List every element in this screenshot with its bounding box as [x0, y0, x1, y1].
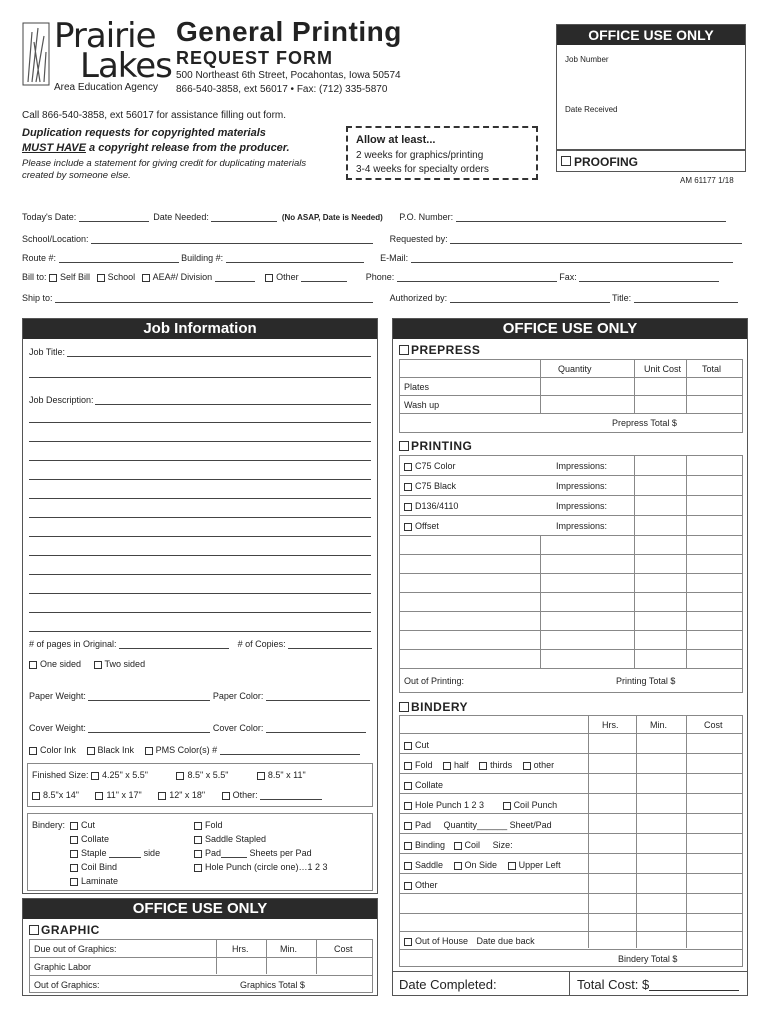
impressions-3: Impressions: [556, 501, 608, 511]
prepress-col [540, 360, 541, 414]
quantity-header: Quantity [558, 364, 592, 374]
printing-row [400, 631, 742, 650]
printing-col [540, 536, 541, 668]
c75-color-row [404, 461, 456, 471]
b-half-checkbox[interactable] [443, 762, 451, 770]
one-sided-checkbox[interactable] [29, 661, 37, 669]
authorized-by-label: Authorized by: [389, 293, 448, 303]
b-pad-checkbox[interactable] [404, 822, 412, 830]
fax-label: Fax: [559, 272, 577, 282]
job-title-line-2[interactable] [29, 377, 371, 378]
cover-row [29, 723, 366, 733]
job-title-line[interactable] [67, 356, 371, 357]
graphic-labor-label: Graphic Labor [34, 962, 92, 972]
finished-row-1 [32, 770, 306, 780]
school-label: School/Location: [22, 234, 89, 244]
copyright-rest: a copyright release from the producer. [85, 142, 290, 154]
pms-field[interactable] [220, 745, 360, 755]
info-row-4 [22, 272, 752, 282]
printing-row [400, 612, 742, 631]
staple-label: Staple [81, 848, 107, 858]
b-coil-label: Coil [464, 840, 481, 850]
c75-color-label: C75 Color [415, 461, 456, 471]
bindery-row [400, 734, 742, 754]
b-half-label: half [454, 760, 469, 770]
c75-black-checkbox[interactable] [404, 483, 412, 491]
saddle-checkbox[interactable] [194, 836, 202, 844]
self-bill-label: Self Bill [60, 272, 91, 282]
staple-checkbox[interactable] [70, 850, 78, 858]
d136-label: D136/4110 [415, 501, 459, 511]
title-field[interactable] [634, 293, 738, 303]
allow-2: 3-4 weeks for specialty orders [356, 164, 489, 175]
total-header: Total [702, 364, 722, 374]
prepress-col [686, 360, 687, 414]
other-checkbox[interactable] [265, 274, 273, 282]
ship-to-label: Ship to: [22, 293, 53, 303]
b-hole-label: Hole Punch 1 2 3 [415, 800, 485, 810]
route-field[interactable] [59, 253, 179, 263]
bindery-total-label: Bindery Total $ [618, 954, 678, 964]
copyright-line1: Duplication requests for copyrighted materials [22, 127, 266, 139]
b-upper-left-checkbox[interactable] [508, 862, 516, 870]
pms-checkbox[interactable] [145, 747, 153, 755]
bindery-row [400, 716, 742, 734]
form-subtitle: REQUEST FORM [176, 48, 334, 68]
b-coil-punch-checkbox[interactable] [503, 802, 511, 810]
c75-color-checkbox[interactable] [404, 463, 412, 471]
bindery-coil [70, 862, 117, 872]
graphic-cost-header: Cost [334, 944, 353, 954]
finished-size-label: Finished Size: [32, 770, 89, 780]
b-out-house-checkbox[interactable] [404, 938, 412, 946]
building-label: Building #: [181, 253, 224, 263]
b-saddle-checkbox[interactable] [404, 862, 412, 870]
fold-label: Fold [205, 820, 223, 830]
hole-punch-label: Hole Punch (circle one)…1 2 3 [205, 862, 328, 872]
graphic-title: GRAPHIC [41, 923, 100, 937]
finished-row-2 [32, 790, 322, 800]
bindery-saddle [194, 834, 266, 844]
must-have: MUST HAVE [22, 142, 86, 154]
size-4-label: 8.5"x 14" [43, 790, 79, 800]
statement-1: Please include a statement for giving credit for duplicating materials [22, 158, 307, 169]
bindery-row [400, 874, 742, 894]
office-right-bar: OFFICE USE ONLY [393, 319, 747, 339]
bindery-label: Bindery: [32, 820, 66, 830]
prepress-checkbox[interactable] [399, 345, 409, 355]
info-row-1 [22, 212, 752, 226]
b-fold-checkbox[interactable] [404, 762, 412, 770]
po-number-label: P.O. Number: [399, 212, 454, 222]
wash-up-label: Wash up [404, 400, 440, 410]
description-line[interactable] [29, 517, 371, 518]
b-hole-checkbox[interactable] [404, 802, 412, 810]
printing-row [400, 593, 742, 612]
black-ink-checkbox[interactable] [87, 747, 95, 755]
b-out-house-row [404, 936, 535, 946]
allow-1: 2 weeks for graphics/printing [356, 150, 484, 161]
cover-color-field[interactable] [266, 723, 366, 733]
b-saddle-row [404, 860, 561, 870]
proofing-label: PROOFING [574, 155, 639, 169]
size-1-label: 4.25" x 5.5" [102, 770, 148, 780]
pages-original-label: # of pages in Original: [29, 639, 117, 649]
description-line[interactable] [29, 574, 371, 575]
office-top-bar: OFFICE USE ONLY [557, 25, 745, 45]
coil-bind-checkbox[interactable] [70, 864, 78, 872]
b-thirds-label: thirds [490, 760, 513, 770]
ink-row [29, 745, 360, 755]
description-line[interactable] [29, 441, 371, 442]
fax-field[interactable] [579, 272, 719, 282]
saddle-label: Saddle Stapled [205, 834, 267, 844]
bindery-cut [70, 820, 95, 830]
size-5-label: 11" x 17" [106, 790, 142, 800]
info-row-2 [22, 234, 752, 244]
bindery-cost-header: Cost [704, 720, 723, 730]
bindery-checkbox[interactable] [399, 702, 409, 712]
size-2-label: 8.5" x 5.5" [187, 770, 229, 780]
b-hole-row [404, 800, 557, 810]
b-other-label: Other [415, 880, 438, 890]
bindery-row [400, 894, 742, 914]
bindery-fold [194, 820, 223, 830]
job-number-label: Job Number [565, 55, 609, 64]
description-line[interactable] [29, 612, 371, 613]
d136-checkbox[interactable] [404, 503, 412, 511]
school-checkbox[interactable] [97, 274, 105, 282]
copies-field[interactable] [288, 639, 372, 649]
copyright-line2 [22, 142, 290, 154]
bill-to-label: Bill to: [22, 272, 47, 282]
po-number-field[interactable] [456, 212, 726, 222]
size-6-checkbox[interactable] [158, 792, 166, 800]
printing-row [400, 650, 742, 669]
description-line[interactable] [29, 536, 371, 537]
pages-row [29, 639, 372, 649]
cut-label: Cut [81, 820, 96, 830]
printing-col [686, 456, 687, 668]
b-other-checkbox[interactable] [404, 882, 412, 890]
job-description-line[interactable] [95, 404, 371, 405]
bindery-laminate [70, 876, 118, 886]
other-field[interactable] [301, 272, 347, 282]
bindery-title: BINDERY [411, 700, 469, 714]
paper-weight-field[interactable] [88, 691, 210, 701]
todays-date-field[interactable] [79, 212, 149, 222]
todays-date-label: Today's Date: [22, 212, 77, 222]
printing-title: PRINTING [411, 439, 473, 453]
allow-title: Allow at least... [356, 134, 436, 146]
bindery-pad [194, 848, 312, 858]
impressions-4: Impressions: [556, 521, 608, 531]
b-collate-row [404, 780, 443, 790]
prepress-title: PREPRESS [411, 343, 481, 357]
printing-col [634, 456, 635, 668]
out-of-printing-label: Out of Printing: [404, 676, 465, 686]
building-field[interactable] [226, 253, 364, 263]
b-cut-checkbox[interactable] [404, 742, 412, 750]
aea-checkbox[interactable] [142, 274, 150, 282]
phone-label: Phone: [365, 272, 395, 282]
c75-black-label: C75 Black [415, 481, 457, 491]
bindery-hole [194, 862, 328, 872]
date-completed-label[interactable]: Date Completed: [399, 977, 497, 992]
completion-divider [569, 972, 570, 995]
grass-logo-icon [22, 22, 50, 86]
description-line[interactable] [29, 422, 371, 423]
prepress-col [634, 360, 635, 414]
laminate-label: Laminate [81, 876, 119, 886]
requested-by-field[interactable] [450, 234, 742, 244]
size-other-label: Other: [232, 790, 258, 800]
description-line[interactable] [29, 460, 371, 461]
form-title: General Printing [176, 16, 402, 47]
proofing-box [556, 150, 746, 172]
bindery-row [400, 914, 742, 932]
fold-checkbox[interactable] [194, 822, 202, 830]
graphic-table [29, 939, 373, 993]
pad-field[interactable] [221, 848, 247, 858]
pad-checkbox[interactable] [194, 850, 202, 858]
graphic-col-min [266, 940, 267, 974]
color-ink-label: Color Ink [40, 745, 77, 755]
b-fold-label: Fold [415, 760, 433, 770]
size-3-label: 8.5" x 11" [267, 770, 306, 780]
impressions-2: Impressions: [556, 481, 608, 491]
prepress-row [400, 378, 742, 396]
b-other-fold-checkbox[interactable] [523, 762, 531, 770]
job-title-label: Job Title: [29, 347, 66, 357]
job-info-bar: Job Information [23, 319, 377, 339]
cover-weight-field[interactable] [88, 723, 210, 733]
size-2-checkbox[interactable] [176, 772, 184, 780]
graphic-bar: OFFICE USE ONLY [23, 899, 377, 919]
b-other-fold-label: other [533, 760, 555, 770]
description-line[interactable] [29, 631, 371, 632]
out-of-graphics-label: Out of Graphics: [34, 980, 100, 990]
staple-field[interactable] [109, 848, 141, 858]
bindery-min-header: Min. [650, 720, 668, 730]
b-other-row [404, 880, 438, 890]
email-field[interactable] [411, 253, 733, 263]
printing-row [400, 574, 742, 593]
b-size-label: Size: [492, 840, 513, 850]
proofing-checkbox[interactable] [561, 156, 571, 166]
size-5-checkbox[interactable] [95, 792, 103, 800]
one-sided-label: One sided [40, 659, 82, 669]
date-needed-field[interactable] [211, 212, 277, 222]
d136-row [404, 501, 458, 511]
b-saddle-label: Saddle [415, 860, 444, 870]
cover-color-label: Cover Color: [212, 723, 264, 733]
printing-row [400, 555, 742, 574]
total-cost-line[interactable] [649, 990, 739, 991]
graphic-col-hrs [216, 940, 217, 974]
copies-label: # of Copies: [237, 639, 286, 649]
logo [22, 18, 172, 96]
logo-prairie: Prairie [54, 16, 156, 56]
b-pad-qty-label: Quantity______ Sheet/Pad [443, 820, 552, 830]
bindery-box [27, 813, 373, 891]
bindery-hrs-header: Hrs. [602, 720, 619, 730]
requested-by-label: Requested by: [389, 234, 448, 244]
self-bill-checkbox[interactable] [49, 274, 57, 282]
size-other-field[interactable] [260, 790, 322, 800]
coil-bind-label: Coil Bind [81, 862, 118, 872]
address: 500 Northeast 6th Street, Pocahontas, Iowa 50574 [176, 70, 401, 81]
graphic-section [22, 898, 378, 996]
office-right-section [392, 318, 748, 996]
size-3-checkbox[interactable] [257, 772, 265, 780]
paper-color-field[interactable] [266, 691, 370, 701]
b-binding-label: Binding [415, 840, 446, 850]
cut-checkbox[interactable] [70, 822, 78, 830]
paper-row [29, 691, 370, 701]
authorized-by-field[interactable] [450, 293, 610, 303]
offset-row [404, 521, 439, 531]
size-other-checkbox[interactable] [222, 792, 230, 800]
description-line[interactable] [29, 593, 371, 594]
due-out-label: Due out of Graphics: [34, 944, 117, 954]
printing-table [399, 455, 743, 693]
phone-field[interactable] [397, 272, 557, 282]
pad-label: Pad [205, 848, 222, 858]
description-line[interactable] [29, 479, 371, 480]
b-binding-row [404, 840, 513, 850]
logo-agency: Area Education Agency [54, 82, 158, 93]
pms-label: PMS Color(s) # [155, 745, 218, 755]
unit-cost-header: Unit Cost [644, 364, 682, 374]
plates-label: Plates [404, 382, 430, 392]
sheets-per-pad-label: Sheets per Pad [249, 848, 312, 858]
title-label: Title: [611, 293, 632, 303]
prepress-table [399, 359, 743, 433]
completion-row [393, 971, 747, 995]
two-sided-label: Two sided [104, 659, 146, 669]
job-description-label: Job Description: [29, 395, 94, 405]
school-field[interactable] [91, 234, 373, 244]
b-thirds-checkbox[interactable] [479, 762, 487, 770]
b-date-due-label: Date due back [476, 936, 535, 946]
b-binding-checkbox[interactable] [404, 842, 412, 850]
impressions-1: Impressions: [556, 461, 608, 471]
logo-lakes: Lakes [80, 46, 172, 86]
other-label: Other [276, 272, 299, 282]
b-cut-label: Cut [415, 740, 430, 750]
b-fold-row [404, 760, 554, 770]
b-collate-checkbox[interactable] [404, 782, 412, 790]
bindery-col [686, 716, 687, 948]
graphics-total-label: Graphics Total $ [240, 980, 305, 990]
printing-checkbox[interactable] [399, 441, 409, 451]
bindery-col [588, 716, 589, 948]
job-info-section [22, 318, 378, 894]
allow-box [346, 126, 538, 180]
b-out-house-label: Out of House [415, 936, 469, 946]
offset-label: Offset [415, 521, 439, 531]
b-pad-label: Pad [415, 820, 432, 830]
ship-to-field[interactable] [55, 293, 373, 303]
hole-punch-checkbox[interactable] [194, 864, 202, 872]
form-code: AM 61177 1/18 [680, 176, 734, 185]
finished-size-box [27, 763, 373, 807]
phones: 866-540-3858, ext 56017 • Fax: (712) 335-5870 [176, 84, 388, 95]
black-ink-label: Black Ink [97, 745, 135, 755]
info-row-3 [22, 253, 752, 263]
prepress-row [400, 396, 742, 414]
route-label: Route #: [22, 253, 57, 263]
info-row-5 [22, 293, 752, 303]
aea-label: AEA#/ Division [152, 272, 213, 282]
b-collate-label: Collate [415, 780, 444, 790]
total-cost-label[interactable]: Total Cost: $ [577, 977, 650, 992]
email-label: E-Mail: [380, 253, 409, 263]
date-received-label: Date Received [565, 105, 618, 114]
b-pad-row [404, 820, 552, 830]
b-coil-checkbox[interactable] [454, 842, 462, 850]
bindery-table [399, 715, 743, 967]
description-line[interactable] [29, 498, 371, 499]
no-asap-note: (No ASAP, Date is Needed) [281, 213, 383, 222]
aea-field[interactable] [215, 272, 255, 282]
paper-color-label: Paper Color: [212, 691, 264, 701]
bindery-staple [70, 848, 160, 858]
two-sided-checkbox[interactable] [94, 661, 102, 669]
pages-original-field[interactable] [119, 639, 229, 649]
b-on-side-label: On Side [464, 860, 498, 870]
c75-black-row [404, 481, 456, 491]
size-4-checkbox[interactable] [32, 792, 40, 800]
graphic-hrs-header: Hrs. [232, 944, 249, 954]
description-line[interactable] [29, 555, 371, 556]
paper-weight-label: Paper Weight: [29, 691, 86, 701]
sided-row [29, 659, 145, 669]
graphic-min-header: Min. [280, 944, 298, 954]
b-on-side-checkbox[interactable] [454, 862, 462, 870]
color-ink-checkbox[interactable] [29, 747, 37, 755]
b-coil-punch-label: Coil Punch [513, 800, 558, 810]
bindery-col [636, 716, 637, 948]
office-use-top [556, 24, 746, 150]
staple-side-label: side [143, 848, 161, 858]
bindery-collate [70, 834, 109, 844]
collate-checkbox[interactable] [70, 836, 78, 844]
graphic-col-cost [316, 940, 317, 974]
statement-2: created by someone else. [22, 170, 131, 181]
collate-label: Collate [81, 834, 110, 844]
printing-total-label: Printing Total $ [616, 676, 676, 686]
printing-row [400, 536, 742, 555]
laminate-checkbox[interactable] [70, 878, 78, 886]
date-needed-label: Date Needed: [153, 212, 209, 222]
assistance-text: Call 866-540-3858, ext 56017 for assistance filling out form. [22, 110, 287, 121]
size-1-checkbox[interactable] [91, 772, 99, 780]
bindery-row [400, 774, 742, 794]
cover-weight-label: Cover Weight: [29, 723, 86, 733]
graphic-checkbox[interactable] [29, 925, 39, 935]
b-cut-row [404, 740, 429, 750]
offset-checkbox[interactable] [404, 523, 412, 531]
size-6-label: 12" x 18" [169, 790, 206, 800]
prepress-total-label: Prepress Total $ [612, 418, 677, 428]
b-upper-left-label: Upper Left [518, 860, 561, 870]
school-option-label: School [107, 272, 136, 282]
